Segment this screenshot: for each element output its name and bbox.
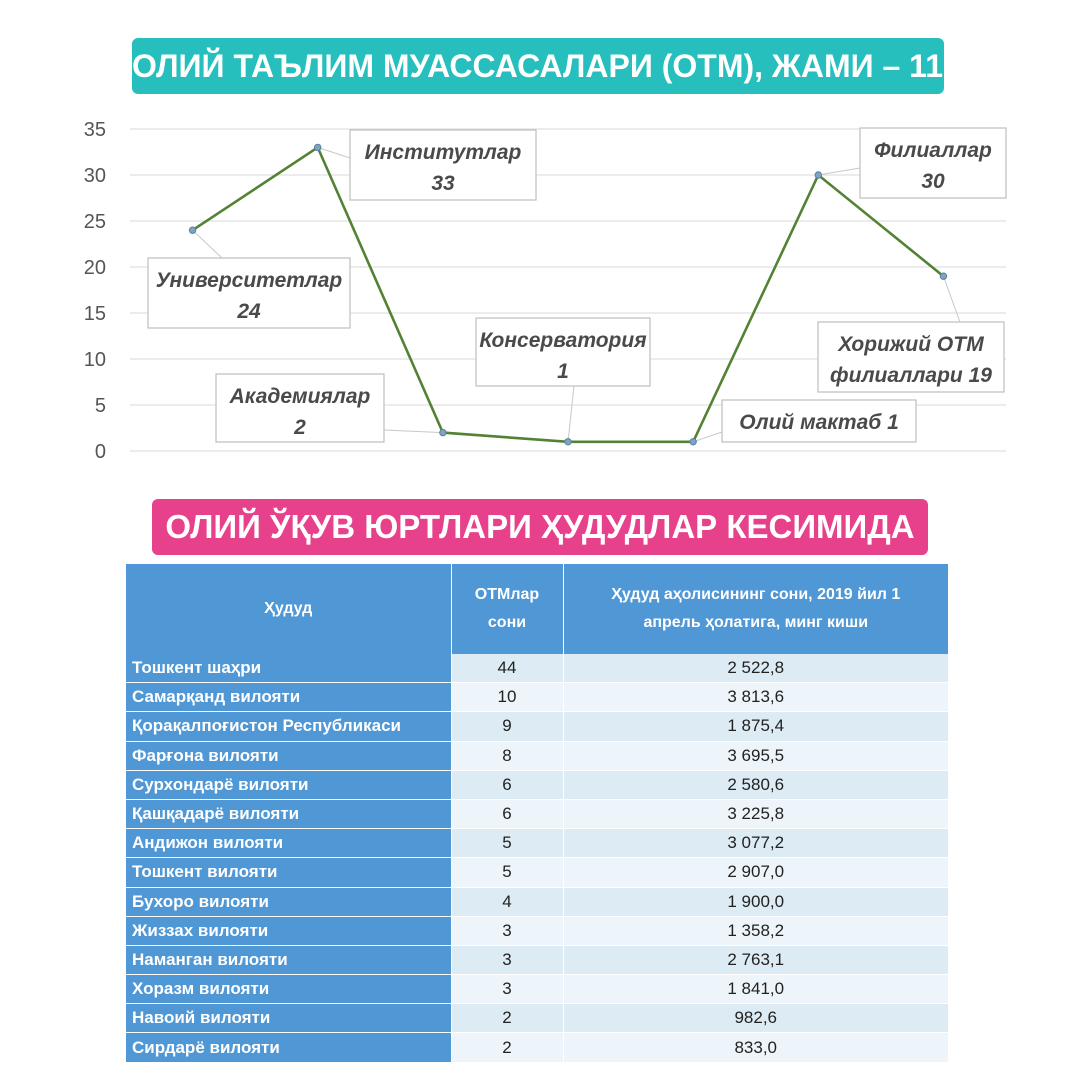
population-cell: 3 077,2	[563, 829, 948, 858]
region-cell: Фарғона вилояти	[126, 741, 451, 770]
count-cell: 6	[451, 799, 563, 828]
header-count-line1: ОТМлар	[474, 586, 540, 603]
y-tick-label: 30	[83, 165, 106, 187]
header-count	[451, 564, 563, 654]
callout-label-line1: Университетлар	[155, 269, 343, 292]
region-cell: Хоразм вилояти	[126, 975, 451, 1004]
table-row	[126, 887, 948, 916]
count-cell: 44	[451, 654, 563, 683]
count-cell: 5	[451, 858, 563, 887]
regions-table	[126, 564, 948, 1063]
header-region: Ҳудуд	[126, 564, 451, 654]
data-point	[189, 227, 195, 233]
data-point	[815, 172, 821, 178]
population-cell: 2 522,8	[563, 654, 948, 683]
count-cell: 4	[451, 887, 563, 916]
callout-leader	[193, 230, 222, 258]
callout-leader	[943, 276, 960, 322]
population-cell: 1 875,4	[563, 712, 948, 741]
callout-label-line1: Филиаллар	[874, 139, 992, 162]
population-cell: 2 580,6	[563, 770, 948, 799]
count-cell: 8	[451, 741, 563, 770]
population-cell: 1 358,2	[563, 916, 948, 945]
table-row	[126, 683, 948, 712]
population-cell: 833,0	[563, 1033, 948, 1062]
count-cell: 9	[451, 712, 563, 741]
callout-leader	[818, 168, 860, 175]
callout-label-line1: Хорижий ОТМ	[838, 333, 984, 356]
population-cell: 2 907,0	[563, 858, 948, 887]
count-cell: 10	[451, 683, 563, 712]
header-count-line2: сони	[487, 614, 527, 631]
regions-title-banner: ОЛИЙ ЎҚУВ ЮРТЛАРИ ҲУДУДЛАР КЕСИМИДА	[152, 499, 928, 555]
y-tick-label: 10	[83, 349, 106, 371]
callout-label-line1: Олий мактаб 1	[739, 411, 899, 434]
callout-leader	[384, 430, 443, 433]
population-cell: 982,6	[563, 1004, 948, 1033]
table-row	[126, 799, 948, 828]
region-cell: Сирдарё вилояти	[126, 1033, 451, 1062]
region-cell: Андижон вилояти	[126, 829, 451, 858]
count-cell: 3	[451, 916, 563, 945]
population-cell: 2 763,1	[563, 945, 948, 974]
count-cell: 3	[451, 975, 563, 1004]
y-tick-label: 25	[83, 211, 106, 233]
callout-leader	[568, 386, 574, 442]
region-cell: Навоий вилояти	[126, 1004, 451, 1033]
y-tick-label: 35	[83, 119, 106, 141]
region-cell: Бухоро вилояти	[126, 887, 451, 916]
population-cell: 3 695,5	[563, 741, 948, 770]
header-pop-line1: Ҳудуд аҳолисининг сони, 2019 йил 1	[611, 586, 901, 603]
callout-label-line1: Институтлар	[364, 141, 522, 164]
table-row	[126, 829, 948, 858]
region-cell: Наманган вилояти	[126, 945, 451, 974]
count-cell: 2	[451, 1033, 563, 1062]
count-cell: 6	[451, 770, 563, 799]
table-row	[126, 858, 948, 887]
data-point	[440, 429, 446, 435]
table-row	[126, 654, 948, 683]
callout-label-line2: 33	[431, 172, 455, 195]
callout-label-line2: 1	[557, 360, 569, 383]
callout-label-line1: Академиялар	[229, 385, 371, 408]
data-point	[315, 144, 321, 150]
population-cell: 1 900,0	[563, 887, 948, 916]
header-pop-line2: апрель ҳолатига, минг киши	[643, 614, 869, 631]
region-cell: Қорақалпоғистон Республикаси	[126, 712, 451, 741]
callout-label-line1: Консерватория	[479, 329, 647, 352]
data-point	[940, 273, 946, 279]
region-cell: Тошкент вилояти	[126, 858, 451, 887]
region-cell: Сурхондарё вилояти	[126, 770, 451, 799]
region-cell: Самарқанд вилояти	[126, 683, 451, 712]
callout-label-line2: 30	[921, 170, 945, 193]
count-cell: 5	[451, 829, 563, 858]
data-point	[690, 439, 696, 445]
callout-label-line2: 2	[294, 416, 306, 439]
table-row	[126, 770, 948, 799]
y-tick-label: 15	[83, 303, 106, 325]
region-cell: Қашқадарё вилояти	[126, 799, 451, 828]
y-tick-label: 0	[94, 441, 106, 463]
population-cell: 3 225,8	[563, 799, 948, 828]
line-chart	[0, 0, 1080, 490]
table-row	[126, 975, 948, 1004]
callout-label-line2: филиаллари 19	[830, 364, 992, 387]
data-point	[565, 439, 571, 445]
region-cell: Жиззах вилояти	[126, 916, 451, 945]
y-tick-label: 5	[94, 395, 106, 417]
header-population	[563, 564, 948, 654]
table-row	[126, 1004, 948, 1033]
callout-label-line2: 24	[237, 300, 261, 323]
count-cell: 3	[451, 945, 563, 974]
count-cell: 2	[451, 1004, 563, 1033]
table-header-row	[126, 564, 948, 654]
table-row	[126, 712, 948, 741]
top-title-banner: ОЛИЙ ТАЪЛИМ МУАССАСАЛАРИ (ОТМ), ЖАМИ – 110 ТА	[132, 38, 944, 94]
region-cell: Тошкент шаҳри	[126, 654, 451, 683]
population-cell: 1 841,0	[563, 975, 948, 1004]
y-axis-ticks	[84, 119, 106, 463]
y-tick-label: 20	[83, 257, 106, 279]
table-row	[126, 741, 948, 770]
population-cell: 3 813,6	[563, 683, 948, 712]
table-row	[126, 916, 948, 945]
table-row	[126, 945, 948, 974]
table-row	[126, 1033, 948, 1062]
regions-table-wrapper	[126, 564, 948, 1063]
